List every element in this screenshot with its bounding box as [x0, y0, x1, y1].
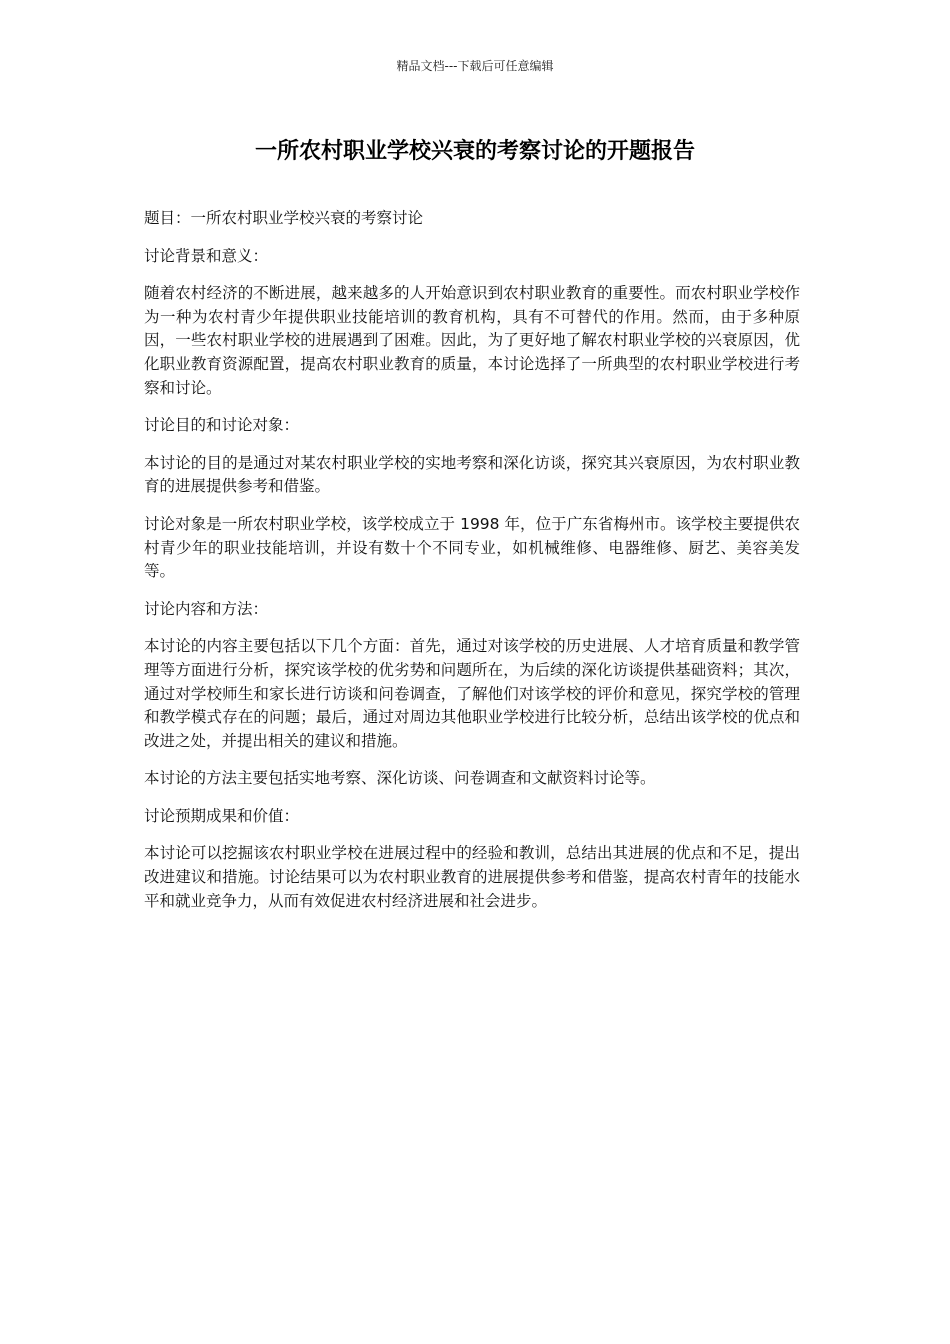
- outcomes-paragraph: 本讨论可以挖掘该农村职业学校在进展过程中的经验和教训，总结出其进展的优点和不足，提出改进建议和措施。讨论结果可以为农村职业教育的进展提供参考和借鉴，提高农村青年的技能水平和就业竞争力，从而有效促进农村经济进展和社会进步。: [144, 844, 800, 910]
- page-header: 精品文档---下载后可任意编辑: [396, 59, 554, 73]
- methods-paragraph: 本讨论的方法主要包括实地考察、深化访谈、问卷调查和文献资料讨论等。: [144, 769, 656, 788]
- section-heading-outcomes: 讨论预期成果和价值：: [144, 806, 300, 825]
- content-paragraph: 本讨论的内容主要包括以下几个方面：首先，通过对该学校的历史进展、人才培育质量和教学管理等方面进行分析，探究该学校的优劣势和问题所在，为后续的深化访谈提供基础资料；其次，通过对学校师生和家长进行访谈和问卷调查，了解他们对该学校的评价和意见，探究学校的管理和教学模式存在的问题；最后，通过对周边其他职业学校进行比较分析，总结出该学校的优点和改进之处，并提出相关的建议和措施。: [144, 637, 800, 750]
- section-heading-objectives: 讨论目的和讨论对象：: [144, 416, 300, 435]
- section-heading-content-methods: 讨论内容和方法：: [144, 599, 269, 618]
- background-paragraph: 随着农村经济的不断进展，越来越多的人开始意识到农村职业教育的重要性。而农村职业学校作为一种为农村青少年提供职业技能培训的教育机构，具有不可替代的作用。然而，由于多种原因，一些农村职业学校的进展遇到了困难。因此，为了更好地了解农村职业学校的兴衰原因，优化职业教育资源配置，提高农村职业教育的质量，本讨论选择了一所典型的农村职业学校进行考察和讨论。: [144, 284, 800, 397]
- objectives-paragraph: 本讨论的目的是通过对某农村职业学校的实地考察和深化访谈，探究其兴衰原因，为农村职业教育的进展提供参考和借鉴。: [144, 453, 800, 496]
- document-title: 一所农村职业学校兴衰的考察讨论的开题报告: [254, 139, 695, 164]
- subject-paragraph: 讨论对象是一所农村职业学校，该学校成立于 1998 年，位于广东省梅州市。该学校主要提供农村青少年的职业技能培训，并设有数十个不同专业，如机械维修、电器维修、厨艺、美容美发等。: [144, 514, 800, 581]
- topic-line: 题目：一所农村职业学校兴衰的考察讨论: [144, 209, 424, 227]
- section-heading-background: 讨论背景和意义：: [144, 246, 269, 265]
- document-body: [144, 207, 800, 927]
